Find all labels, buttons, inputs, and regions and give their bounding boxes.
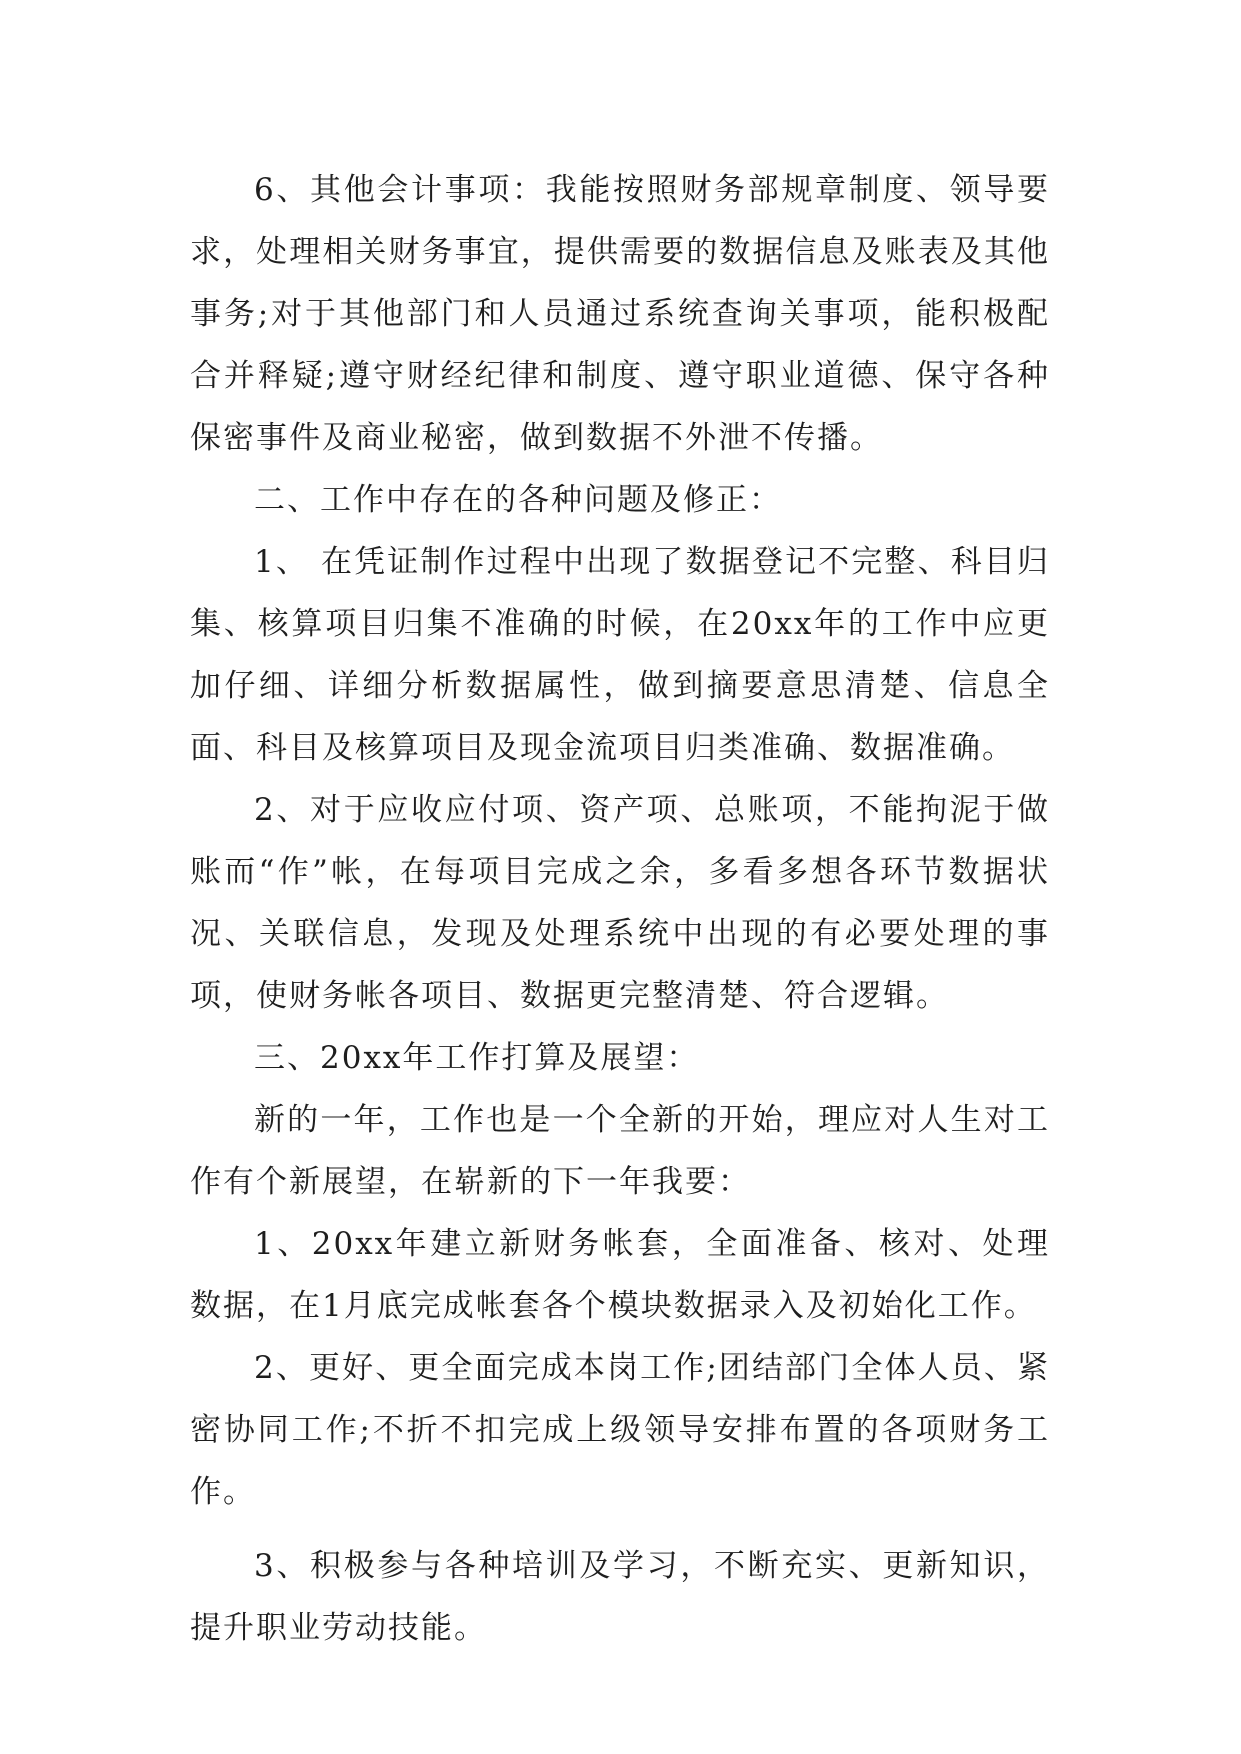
paragraph-voucher-issues: 1、 在凭证制作过程中出现了数据登记不完整、科目归集、核算项目归集不准确的时候，在20xx年的工作中应更加仔细、详细分析数据属性，做到摘要意思清楚、信息全面、科目及核算项目及现金流项目归类准确、数据准确。 bbox=[190, 544, 1050, 766]
paragraph-plan-item-3: 3、积极参与各种培训及学习，不断充实、更新知识，提升职业劳动技能。 bbox=[190, 1548, 1050, 1646]
paragraph-new-year-intro: 新的一年，工作也是一个全新的开始，理应对人生对工作有个新展望，在崭新的下一年我要： bbox=[190, 1102, 1050, 1200]
paragraph-accounts-receivable-payable: 2、对于应收应付项、资产项、总账项，不能拘泥于做账而“作”帐，在每项目完成之余，多看多想各环节数据状况、关联信息，发现及处理系统中出现的有必要处理的事项，使财务帐各项目、数据更完整清楚、符合逻辑。 bbox=[190, 792, 1050, 1014]
heading-problems-and-corrections: 二、工作中存在的各种问题及修正： bbox=[254, 482, 782, 518]
heading-work-plan-outlook: 三、20xx年工作打算及展望： bbox=[254, 1040, 700, 1076]
paragraph-plan-item-1: 1、20xx年建立新财务帐套，全面准备、核对、处理数据，在1月底完成帐套各个模块数据录入及初始化工作。 bbox=[190, 1226, 1050, 1324]
document-body bbox=[190, 159, 1050, 1659]
paragraph-other-accounting-matters: 6、其他会计事项：我能按照财务部规章制度、领导要求，处理相关财务事宜，提供需要的数据信息及账表及其他事务;对于其他部门和人员通过系统查询关事项，能积极配合并释疑;遵守财经纪律和制度、遵守职业道德、保守各种保密事件及商业秘密，做到数据不外泄不传播。 bbox=[190, 172, 1050, 456]
paragraph-plan-item-2: 2、更好、更全面完成本岗工作;团结部门全体人员、紧密协同工作;不折不扣完成上级领导安排布置的各项财务工作。 bbox=[190, 1350, 1050, 1510]
